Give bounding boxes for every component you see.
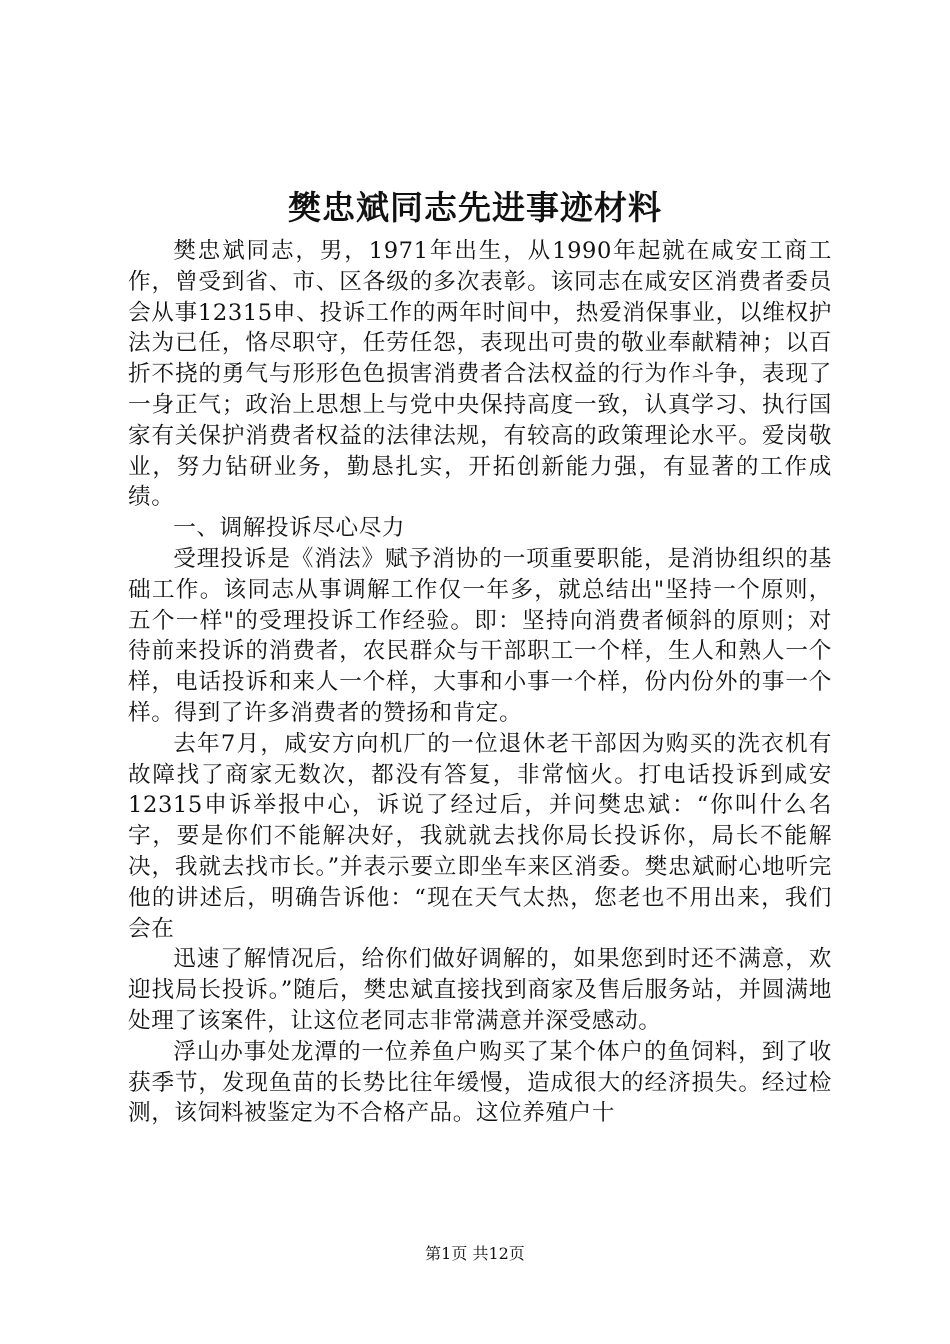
paragraph-washing-machine-case: 去年7月，咸安方向机厂的一位退休老干部因为购买的洗衣机有故障找了商家无数次，都没有答复，非常恼火。打电话投诉到咸安12315申诉举报中心，诉说了经过后，并问樊忠斌：“你叫什么名字，要是你们不能解决好，我就就去找你局长投诉你，局长不能解决，我就去找市长。”并表示要立即坐车来区消委。樊忠斌耐心地听完他的讲述后，明确告诉他：“现在天气太热，您老也不用出来，我们会在	[128, 730, 832, 942]
paragraph-fish-feed-case: 浮山办事处龙潭的一位养鱼户购买了某个体户的鱼饲料，到了收获季节，发现鱼苗的长势比往年缓慢，造成很大的经济损失。经过检测，该饲料被鉴定为不合格产品。这位养殖户十	[128, 1038, 832, 1127]
document-body	[128, 236, 832, 1129]
paragraph-intro: 樊忠斌同志，男，1971年出生，从1990年起就在咸安工商工作，曾受到省、市、区各级的多次表彰。该同志在咸安区消费者委员会从事12315申、投诉工作的两年时间中，热爱消保事业，以维权护法为已任，恪尽职守，任劳任怨，表现出可贵的敬业奉献精神；以百折不挠的勇气与形形色色损害消费者合法权益的行为作斗争，表现了一身正气；政治上思想上与党中央保持高度一致，认真学习、执行国家有关保护消费者权益的法律法规，有较高的政策理论水平。爱岗敬业，努力钻研业务，勤恳扎实，开拓创新能力强，有显著的工作成绩。	[128, 238, 832, 511]
paragraph-case-resolution: 迅速了解情况后，给你们做好调解的，如果您到时还不满意，欢迎找局长投诉。”随后，樊忠斌直接找到商家及售后服务站，并圆满地处理了该案件，让这位老同志非常满意并深受感动。	[128, 946, 832, 1034]
section-heading: 一、调解投诉尽心尽力	[173, 515, 406, 542]
document-title: 樊忠斌同志先进事迹材料	[288, 188, 662, 227]
page-footer: 第1页 共12页	[425, 1244, 525, 1263]
paragraph-complaint-duty: 受理投诉是《消法》赋予消协的一项重要职能，是消协组织的基础工作。该同志从事调解工作仅一年多，就总结出"坚持一个原则，五个一样"的受理投诉工作经验。即：坚持向消费者倾斜的原则；对待前来投诉的消费者，农民群众与干部职工一个样，生人和熟人一个样，电话投诉和来人一个样，大事和小事一个样，份内份外的事一个样。得到了许多消费者的赞扬和肯定。	[128, 545, 832, 726]
